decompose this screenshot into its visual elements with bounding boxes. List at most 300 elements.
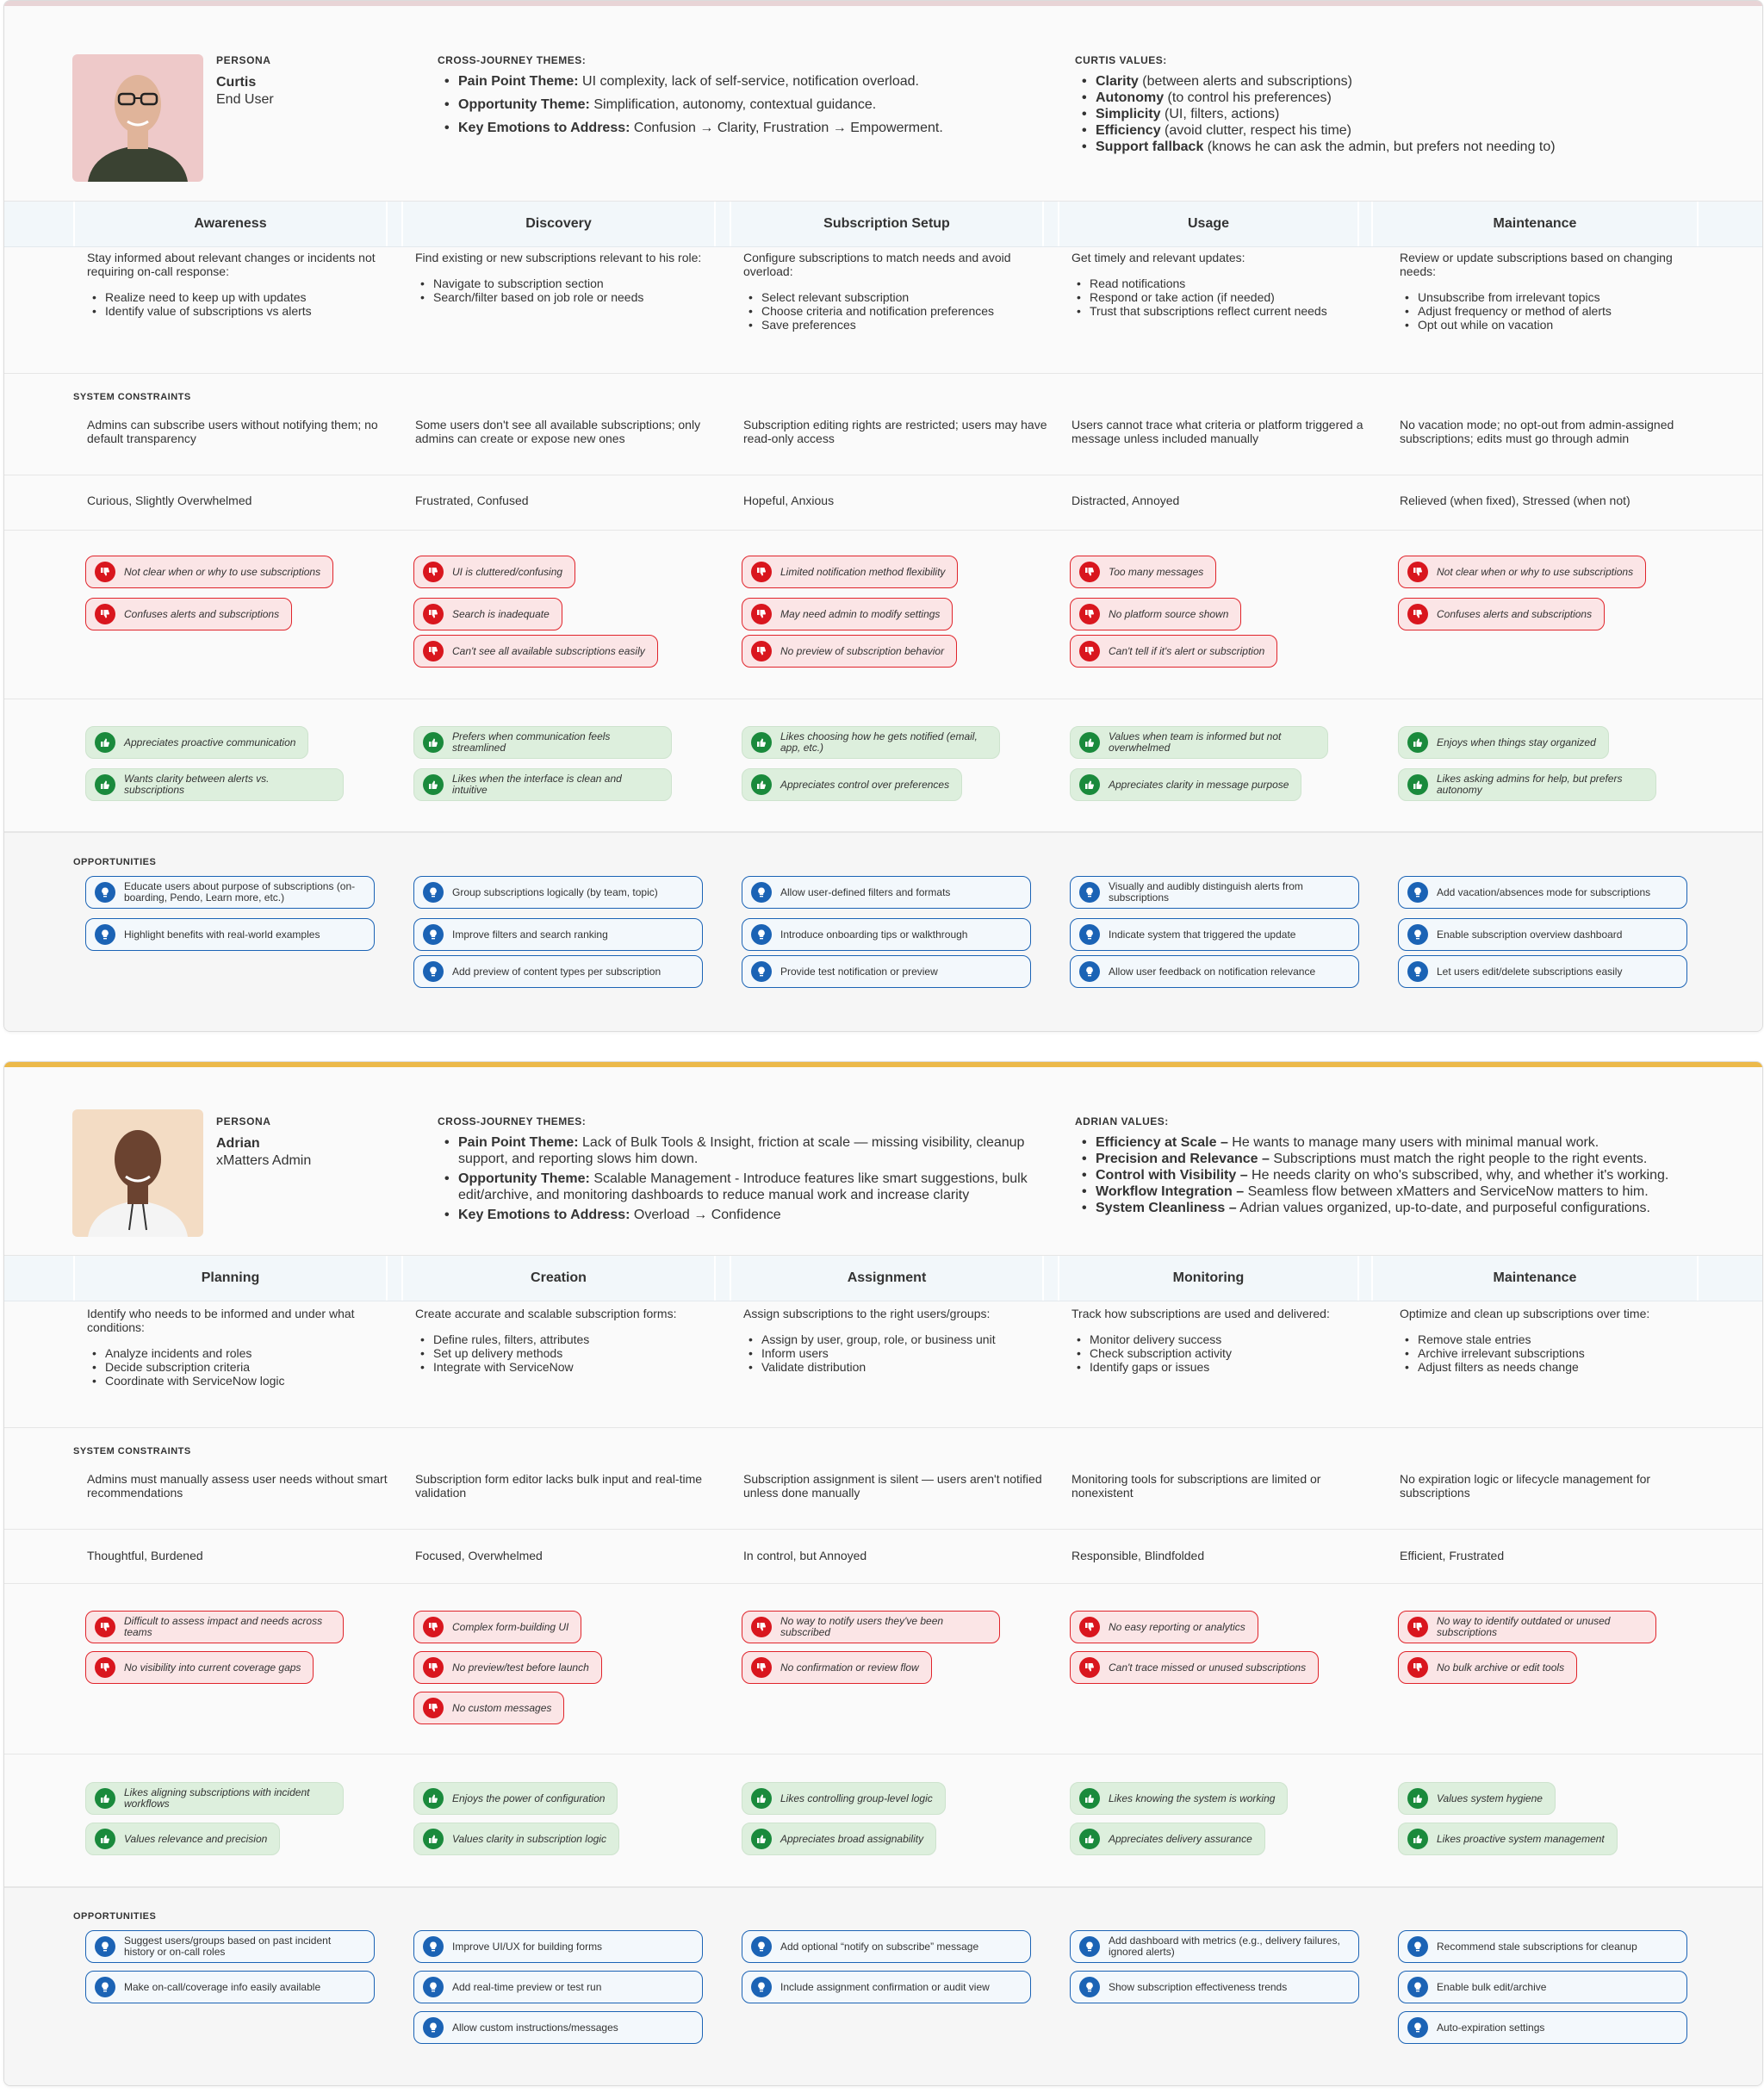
themes-heading: CROSS-JOURNEY THEMES: <box>438 1115 587 1127</box>
pill-text: Likes knowing the system is working <box>1109 1792 1276 1804</box>
positive-moment <box>413 726 672 759</box>
system-constraint: Admins must manually assess user needs without smart recommendations <box>87 1472 388 1500</box>
thumbs-up-icon <box>1407 1788 1428 1809</box>
goal-intro: Optimize and clean up subscriptions over time: <box>1400 1307 1650 1320</box>
stage-goal <box>1400 251 1710 332</box>
positive-moment <box>1398 768 1656 801</box>
section-divider <box>4 530 1762 531</box>
thumbs-up-icon <box>95 774 115 795</box>
opportunity[interactable] <box>1070 876 1359 909</box>
goal-step: • Check subscription activity <box>1071 1346 1382 1360</box>
opportunity[interactable] <box>1398 1930 1687 1963</box>
themes-list <box>438 1134 1058 1223</box>
goal-intro: Create accurate and scalable subscription forms: <box>415 1307 677 1320</box>
pain-point <box>413 598 562 630</box>
lightbulb-icon <box>751 961 772 982</box>
stage-emotion: Hopeful, Anxious <box>743 494 835 507</box>
thumbs-down-icon <box>423 562 444 582</box>
opportunity[interactable] <box>85 918 375 951</box>
pill-text: Allow custom instructions/messages <box>452 2021 618 2034</box>
system-constraints-label: SYSTEM CONSTRAINTS <box>73 1446 191 1456</box>
opportunity[interactable] <box>1398 1971 1687 2003</box>
theme-key: Key Emotions to Address: <box>458 1208 630 1222</box>
pill-text: Improve filters and search ranking <box>452 928 608 941</box>
opportunity[interactable] <box>1398 918 1687 951</box>
theme-item <box>438 120 1058 136</box>
thumbs-down-icon <box>751 1617 772 1637</box>
system-constraints-label: SYSTEM CONSTRAINTS <box>73 392 191 402</box>
thumbs-down-icon <box>423 1657 444 1678</box>
goal-step: • Unsubscribe from irrelevant topics <box>1400 290 1710 304</box>
pill-text: Appreciates broad assignability <box>780 1832 924 1845</box>
pill-text: Limited notification method flexibility <box>780 565 946 578</box>
pain-point <box>413 1611 581 1643</box>
pill-text: Add optional “notify on subscribe” message <box>780 1940 979 1953</box>
goal-step: • Monitor delivery success <box>1071 1332 1382 1346</box>
pill-text: No preview/test before launch <box>452 1661 589 1674</box>
goal-step: • Adjust frequency or method of alerts <box>1400 304 1710 318</box>
goal-steps <box>87 1346 397 1388</box>
value-item <box>1075 1151 1712 1167</box>
lightbulb-icon <box>423 882 444 903</box>
opportunity[interactable] <box>413 876 703 909</box>
pill-text: Values when team is informed but not overwhelmed <box>1109 730 1282 754</box>
pill-text: Visually and audibly distinguish alerts from subscriptions <box>1109 880 1303 904</box>
system-constraint: Subscription editing rights are restricted; users may have read-only access <box>743 418 1047 445</box>
opportunity[interactable] <box>742 1930 1031 1963</box>
pain-point <box>85 598 292 630</box>
theme-text: Scalable Management - Introduce features like smart suggestions, bulk edit/archive, and monitoring dashboards to reduce manual work and increase clarity <box>458 1171 1028 1202</box>
value-text: Subscriptions must match the right people to the right events. <box>1269 1152 1648 1166</box>
persona-values <box>1075 1115 1712 1216</box>
stage-emotion: Distracted, Annoyed <box>1071 494 1180 507</box>
opportunities-label: OPPORTUNITIES <box>73 857 157 867</box>
pill-text: Recommend stale subscriptions for cleanup <box>1437 1940 1637 1953</box>
value-key: Efficiency at Scale – <box>1096 1135 1228 1150</box>
values-list <box>1075 73 1712 155</box>
theme-item <box>438 1207 1058 1223</box>
thumbs-down-icon <box>1079 641 1100 661</box>
pill-text: Educate users about purpose of subscriptions (on-boarding, Pendo, Learn more, etc.) <box>124 880 356 904</box>
theme-text: Simplification, autonomy, contextual guidance. <box>589 97 877 112</box>
thumbs-up-icon <box>1079 1829 1100 1849</box>
goal-intro: Configure subscriptions to match needs and avoid overload: <box>743 251 1011 278</box>
lightbulb-icon <box>751 1936 772 1957</box>
lightbulb-icon <box>751 1977 772 1997</box>
persona-photo <box>72 1109 203 1237</box>
value-key: Precision and Relevance – <box>1096 1152 1270 1166</box>
goal-steps <box>1071 276 1382 318</box>
thumbs-down-icon <box>751 1657 772 1678</box>
stage-creation: Creation <box>401 1256 716 1301</box>
goal-step: • Trust that subscriptions reflect current needs <box>1071 304 1382 318</box>
stage-maintenance: Maintenance <box>1371 1256 1699 1301</box>
value-key: Support fallback <box>1096 140 1204 154</box>
goal-step: • Save preferences <box>743 318 1053 332</box>
values-heading: CURTIS VALUES: <box>1075 54 1167 66</box>
value-item <box>1075 73 1712 90</box>
pill-text: Enjoys the power of configuration <box>452 1792 606 1804</box>
pill-text: Values clarity in subscription logic <box>452 1832 606 1845</box>
pill-text: Not clear when or why to use subscriptions <box>124 565 321 578</box>
pill-text: No way to notify users they've been subscribed <box>780 1615 944 1638</box>
positive-moment <box>413 768 672 801</box>
opportunity[interactable] <box>85 876 375 909</box>
lightbulb-icon <box>1079 882 1100 903</box>
value-item <box>1075 90 1712 106</box>
pill-text: Introduce onboarding tips or walkthrough <box>780 928 968 941</box>
pain-point <box>1398 598 1605 630</box>
stage-emotion: In control, but Annoyed <box>743 1549 867 1562</box>
goal-step: • Set up delivery methods <box>415 1346 725 1360</box>
theme-key: Opportunity Theme: <box>458 1171 590 1186</box>
thumbs-up-icon <box>95 1788 115 1809</box>
value-key: Autonomy <box>1096 90 1165 105</box>
value-item <box>1075 122 1712 139</box>
goal-steps <box>1400 1332 1710 1374</box>
thumbs-down-icon <box>1079 1617 1100 1637</box>
opportunity[interactable] <box>1398 876 1687 909</box>
pill-text: No platform source shown <box>1109 607 1229 620</box>
goal-intro: Review or update subscriptions based on changing needs: <box>1400 251 1673 278</box>
value-text: (UI, filters, actions) <box>1160 107 1280 121</box>
positive-moment <box>85 1823 280 1855</box>
value-key: Efficiency <box>1096 123 1161 138</box>
goal-step: • Coordinate with ServiceNow logic <box>87 1374 397 1388</box>
pill-text: Make on-call/coverage info easily available <box>124 1980 321 1993</box>
stage-discovery: Discovery <box>401 202 716 246</box>
positive-moment <box>85 1782 344 1815</box>
theme-item <box>438 1171 1058 1203</box>
pill-text: Not clear when or why to use subscriptions <box>1437 565 1634 578</box>
pill-text: Enjoys when things stay organized <box>1437 736 1596 748</box>
opportunity[interactable] <box>1070 1930 1359 1963</box>
pill-text: Can't trace missed or unused subscriptions <box>1109 1661 1307 1674</box>
pain-point <box>413 556 575 588</box>
goal-step: • Identify gaps or issues <box>1071 1360 1382 1374</box>
pill-text: Complex form-building UI <box>452 1620 569 1633</box>
opportunity[interactable] <box>413 2011 703 2044</box>
value-text: He needs clarity on who's subscribed, why, and whether it's working. <box>1247 1168 1669 1183</box>
pill-text: Add preview of content types per subscription <box>452 965 662 978</box>
thumbs-down-icon <box>423 604 444 624</box>
stage-emotion: Curious, Slightly Overwhelmed <box>87 494 252 507</box>
thumbs-down-icon <box>423 1698 444 1718</box>
pill-text: No bulk archive or edit tools <box>1437 1661 1565 1674</box>
card-accent-bar <box>4 1062 1762 1067</box>
thumbs-down-icon <box>1079 1657 1100 1678</box>
pill-text: Add vacation/absences mode for subscriptions <box>1437 885 1651 898</box>
opportunity[interactable] <box>1070 955 1359 988</box>
theme-item <box>438 73 1058 90</box>
system-constraint: Monitoring tools for subscriptions are limited or nonexistent <box>1071 1472 1321 1500</box>
pain-point <box>85 1611 344 1643</box>
values-heading: ADRIAN VALUES: <box>1075 1115 1169 1127</box>
lightbulb-icon <box>1079 1936 1100 1957</box>
thumbs-down-icon <box>1079 562 1100 582</box>
pill-text: Enable bulk edit/archive <box>1437 1980 1547 1993</box>
lightbulb-icon <box>1079 961 1100 982</box>
thumbs-up-icon <box>751 732 772 753</box>
pill-text: Group subscriptions logically (by team, topic) <box>452 885 658 898</box>
pill-text: Indicate system that triggered the update <box>1109 928 1296 941</box>
stage-emotion: Responsible, Blindfolded <box>1071 1549 1205 1562</box>
pain-point <box>742 1651 932 1684</box>
pill-text: Highlight benefits with real-world examples <box>124 928 320 941</box>
pill-text: Search is inadequate <box>452 607 550 620</box>
pill-text: Appreciates clarity in message purpose <box>1109 778 1289 791</box>
goal-step: • Archive irrelevant subscriptions <box>1400 1346 1710 1360</box>
lightbulb-icon <box>1407 1936 1428 1957</box>
stage-maintenance: Maintenance <box>1371 202 1699 246</box>
pain-point <box>742 556 958 588</box>
pain-point <box>1070 556 1216 588</box>
positive-moment <box>1070 726 1328 759</box>
positive-moment <box>1070 1782 1288 1815</box>
system-constraint: No vacation mode; no opt-out from admin-assigned subscriptions; edits must go through admin <box>1400 418 1674 445</box>
persona-card-adrian <box>3 1061 1763 2086</box>
pill-text: Prefers when communication feels streamlined <box>452 730 611 754</box>
goal-step: • Read notifications <box>1071 276 1382 290</box>
system-constraint: Subscription form editor lacks bulk input and real-time validation <box>415 1472 703 1500</box>
thumbs-up-icon <box>1079 732 1100 753</box>
lightbulb-icon <box>423 1977 444 1997</box>
opportunity[interactable] <box>1398 955 1687 988</box>
pain-point <box>742 598 953 630</box>
value-item <box>1075 139 1712 155</box>
opportunity[interactable] <box>1070 918 1359 951</box>
lightbulb-icon <box>1407 1977 1428 1997</box>
value-item <box>1075 1167 1712 1183</box>
thumbs-up-icon <box>95 732 115 753</box>
pain-point <box>413 1651 602 1684</box>
pill-text: Likes asking admins for help, but prefers autonomy <box>1437 773 1623 796</box>
pain-point <box>1070 1651 1319 1684</box>
theme-item <box>438 1134 1058 1167</box>
persona-label: PERSONA <box>216 54 271 66</box>
thumbs-down-icon <box>95 1657 115 1678</box>
opportunity[interactable] <box>742 876 1031 909</box>
theme-key: Pain Point Theme: <box>458 1135 579 1150</box>
opportunity[interactable] <box>85 1930 375 1963</box>
section-divider <box>4 1754 1762 1755</box>
pill-text: Likes choosing how he gets notified (email, app, etc.) <box>780 730 978 754</box>
pill-text: Auto-expiration settings <box>1437 2021 1545 2034</box>
stage-goal <box>415 251 725 304</box>
goal-step: • Realize need to keep up with updates <box>87 290 397 304</box>
pill-text: Can't see all available subscriptions easily <box>452 644 645 657</box>
goal-steps <box>1071 1332 1382 1374</box>
value-text: (to control his preferences) <box>1164 90 1332 105</box>
thumbs-down-icon <box>1407 1617 1428 1637</box>
goal-step: • Identify value of subscriptions vs alerts <box>87 304 397 318</box>
persona-name: Curtis <box>216 75 257 90</box>
value-text: (avoid clutter, respect his time) <box>1160 123 1352 138</box>
pain-point <box>85 1651 314 1684</box>
thumbs-down-icon <box>751 604 772 624</box>
section-divider <box>4 373 1762 374</box>
goal-intro: Get timely and relevant updates: <box>1071 251 1245 264</box>
stage-header-row <box>4 201 1762 247</box>
pill-text: Suggest users/groups based on past incident history or on-call roles <box>124 1935 332 1958</box>
thumbs-up-icon <box>751 774 772 795</box>
opportunity[interactable] <box>413 955 703 988</box>
stage-goal <box>87 1307 397 1388</box>
opportunity[interactable] <box>413 1971 703 2003</box>
opportunity[interactable] <box>742 955 1031 988</box>
stage-emotion: Focused, Overwhelmed <box>415 1549 543 1562</box>
persona-info <box>216 54 274 108</box>
pain-point <box>742 1611 1000 1643</box>
lightbulb-icon <box>1079 1977 1100 1997</box>
goal-step: • Integrate with ServiceNow <box>415 1360 725 1374</box>
cross-journey-themes <box>438 1115 1058 1227</box>
pill-text: May need admin to modify settings <box>780 607 941 620</box>
pain-point <box>1398 556 1646 588</box>
pill-text: Allow user feedback on notification relevance <box>1109 965 1316 978</box>
opportunity[interactable] <box>742 918 1031 951</box>
system-constraint: No expiration logic or lifecycle management for subscriptions <box>1400 1472 1651 1500</box>
stage-goal <box>87 251 397 318</box>
system-constraint: Subscription assignment is silent — users aren't notified unless done manually <box>743 1472 1042 1500</box>
persona-info <box>216 1115 311 1169</box>
goal-intro: Track how subscriptions are used and delivered: <box>1071 1307 1330 1320</box>
pill-text: Likes aligning subscriptions with incident workflows <box>124 1786 310 1810</box>
thumbs-down-icon <box>751 562 772 582</box>
lightbulb-icon <box>1407 961 1428 982</box>
positive-moment <box>742 726 1000 759</box>
stage-goal <box>1071 1307 1382 1374</box>
goal-steps <box>743 290 1053 332</box>
thumbs-up-icon <box>423 774 444 795</box>
lightbulb-icon <box>1407 2017 1428 2038</box>
value-key: Control with Visibility – <box>1096 1168 1248 1183</box>
goal-step: • Validate distribution <box>743 1360 1053 1374</box>
thumbs-up-icon <box>1407 774 1428 795</box>
value-item <box>1075 1200 1712 1216</box>
goal-step: • Define rules, filters, attributes <box>415 1332 725 1346</box>
stage-emotion: Frustrated, Confused <box>415 494 529 507</box>
thumbs-down-icon <box>1407 562 1428 582</box>
system-constraint: Users cannot trace what criteria or platform triggered a message unless included manually <box>1071 418 1363 445</box>
stage-emotion: Thoughtful, Burdened <box>87 1549 203 1562</box>
theme-key: Key Emotions to Address: <box>458 121 630 135</box>
system-constraint: Admins can subscribe users without notifying them; no default transparency <box>87 418 378 445</box>
pain-point <box>413 635 658 668</box>
persona-photo <box>72 54 203 182</box>
lightbulb-icon <box>751 882 772 903</box>
pill-text: No easy reporting or analytics <box>1109 1620 1245 1633</box>
pill-text: No custom messages <box>452 1701 552 1714</box>
pill-text: Likes when the interface is clean and intuitive <box>452 773 622 796</box>
value-text: Seamless flow between xMatters and ServiceNow matters to him. <box>1244 1184 1649 1199</box>
opportunity[interactable] <box>1398 2011 1687 2044</box>
positive-moment <box>1398 1823 1618 1855</box>
thumbs-up-icon <box>751 1788 772 1809</box>
pill-text: Too many messages <box>1109 565 1204 578</box>
goal-steps <box>415 1332 725 1374</box>
pill-text: Values system hygiene <box>1437 1792 1543 1804</box>
pill-text: Wants clarity between alerts vs. subscriptions <box>124 773 270 796</box>
themes-heading: CROSS-JOURNEY THEMES: <box>438 54 587 66</box>
positive-moment <box>1398 726 1609 759</box>
stage-header-row <box>4 1255 1762 1301</box>
cross-journey-themes <box>438 54 1058 143</box>
thumbs-down-icon <box>95 562 115 582</box>
pill-text: Appreciates proactive communication <box>124 736 296 748</box>
opportunity[interactable] <box>413 1930 703 1963</box>
lightbulb-icon <box>423 1936 444 1957</box>
system-constraint: Some users don't see all available subscriptions; only admins can create or expose new ones <box>415 418 701 445</box>
positive-moment <box>742 1823 936 1855</box>
positive-moment <box>413 1782 618 1815</box>
positive-moment <box>1070 768 1301 801</box>
lightbulb-icon <box>1079 924 1100 945</box>
value-text: (knows he can ask the admin, but prefers not needing to) <box>1203 140 1556 154</box>
goal-intro: Stay informed about relevant changes or incidents not requiring on-call response: <box>87 251 376 278</box>
stage-assignment: Assignment <box>730 1256 1044 1301</box>
stage-goal <box>415 1307 725 1374</box>
goal-step: • Select relevant subscription <box>743 290 1053 304</box>
opportunity[interactable] <box>1070 1971 1359 2003</box>
lightbulb-icon <box>423 961 444 982</box>
positive-moment <box>1398 1782 1556 1815</box>
pain-point <box>1070 1611 1258 1643</box>
pill-text: No confirmation or review flow <box>780 1661 919 1674</box>
pill-text: Allow user-defined filters and formats <box>780 885 951 898</box>
pill-text: Difficult to assess impact and needs across teams <box>124 1615 323 1638</box>
themes-list <box>438 73 1058 136</box>
persona-role: End User <box>216 92 274 107</box>
pain-point <box>413 1692 564 1724</box>
positive-moment <box>85 726 308 759</box>
thumbs-down-icon <box>423 641 444 661</box>
value-key: System Cleanliness – <box>1096 1201 1237 1215</box>
thumbs-down-icon <box>751 641 772 661</box>
section-divider <box>4 1529 1762 1530</box>
pain-point <box>1070 598 1241 630</box>
pill-text: Enable subscription overview dashboard <box>1437 928 1623 941</box>
goal-step: • Respond or take action (if needed) <box>1071 290 1382 304</box>
thumbs-up-icon <box>751 1829 772 1849</box>
pain-point <box>1398 1651 1577 1684</box>
pill-text: Show subscription effectiveness trends <box>1109 1980 1288 1993</box>
goal-intro: Identify who needs to be informed and under what conditions: <box>87 1307 355 1334</box>
thumbs-down-icon <box>1407 604 1428 624</box>
stage-goal <box>743 251 1053 332</box>
opportunities-label: OPPORTUNITIES <box>73 1911 157 1922</box>
pill-text: Include assignment confirmation or audit view <box>780 1980 990 1993</box>
stage-goal <box>1400 1307 1710 1374</box>
stage-emotion: Relieved (when fixed), Stressed (when not) <box>1400 494 1630 507</box>
value-key: Workflow Integration – <box>1096 1184 1245 1199</box>
goal-step: • Adjust filters as needs change <box>1400 1360 1710 1374</box>
opportunity[interactable] <box>85 1971 375 2003</box>
stage-subscription-setup: Subscription Setup <box>730 202 1044 246</box>
theme-text: Confusion → Clarity, Frustration → Empowerment. <box>630 121 943 135</box>
goal-steps <box>1400 290 1710 332</box>
lightbulb-icon <box>95 882 115 903</box>
opportunity[interactable] <box>413 918 703 951</box>
opportunity[interactable] <box>742 1971 1031 2003</box>
goal-intro: Assign subscriptions to the right users/groups: <box>743 1307 991 1320</box>
positive-moment <box>742 768 962 801</box>
thumbs-down-icon <box>1407 1657 1428 1678</box>
theme-key: Pain Point Theme: <box>458 74 579 89</box>
stage-monitoring: Monitoring <box>1058 1256 1359 1301</box>
goal-steps <box>415 276 725 304</box>
pill-text: Improve UI/UX for building forms <box>452 1940 603 1953</box>
